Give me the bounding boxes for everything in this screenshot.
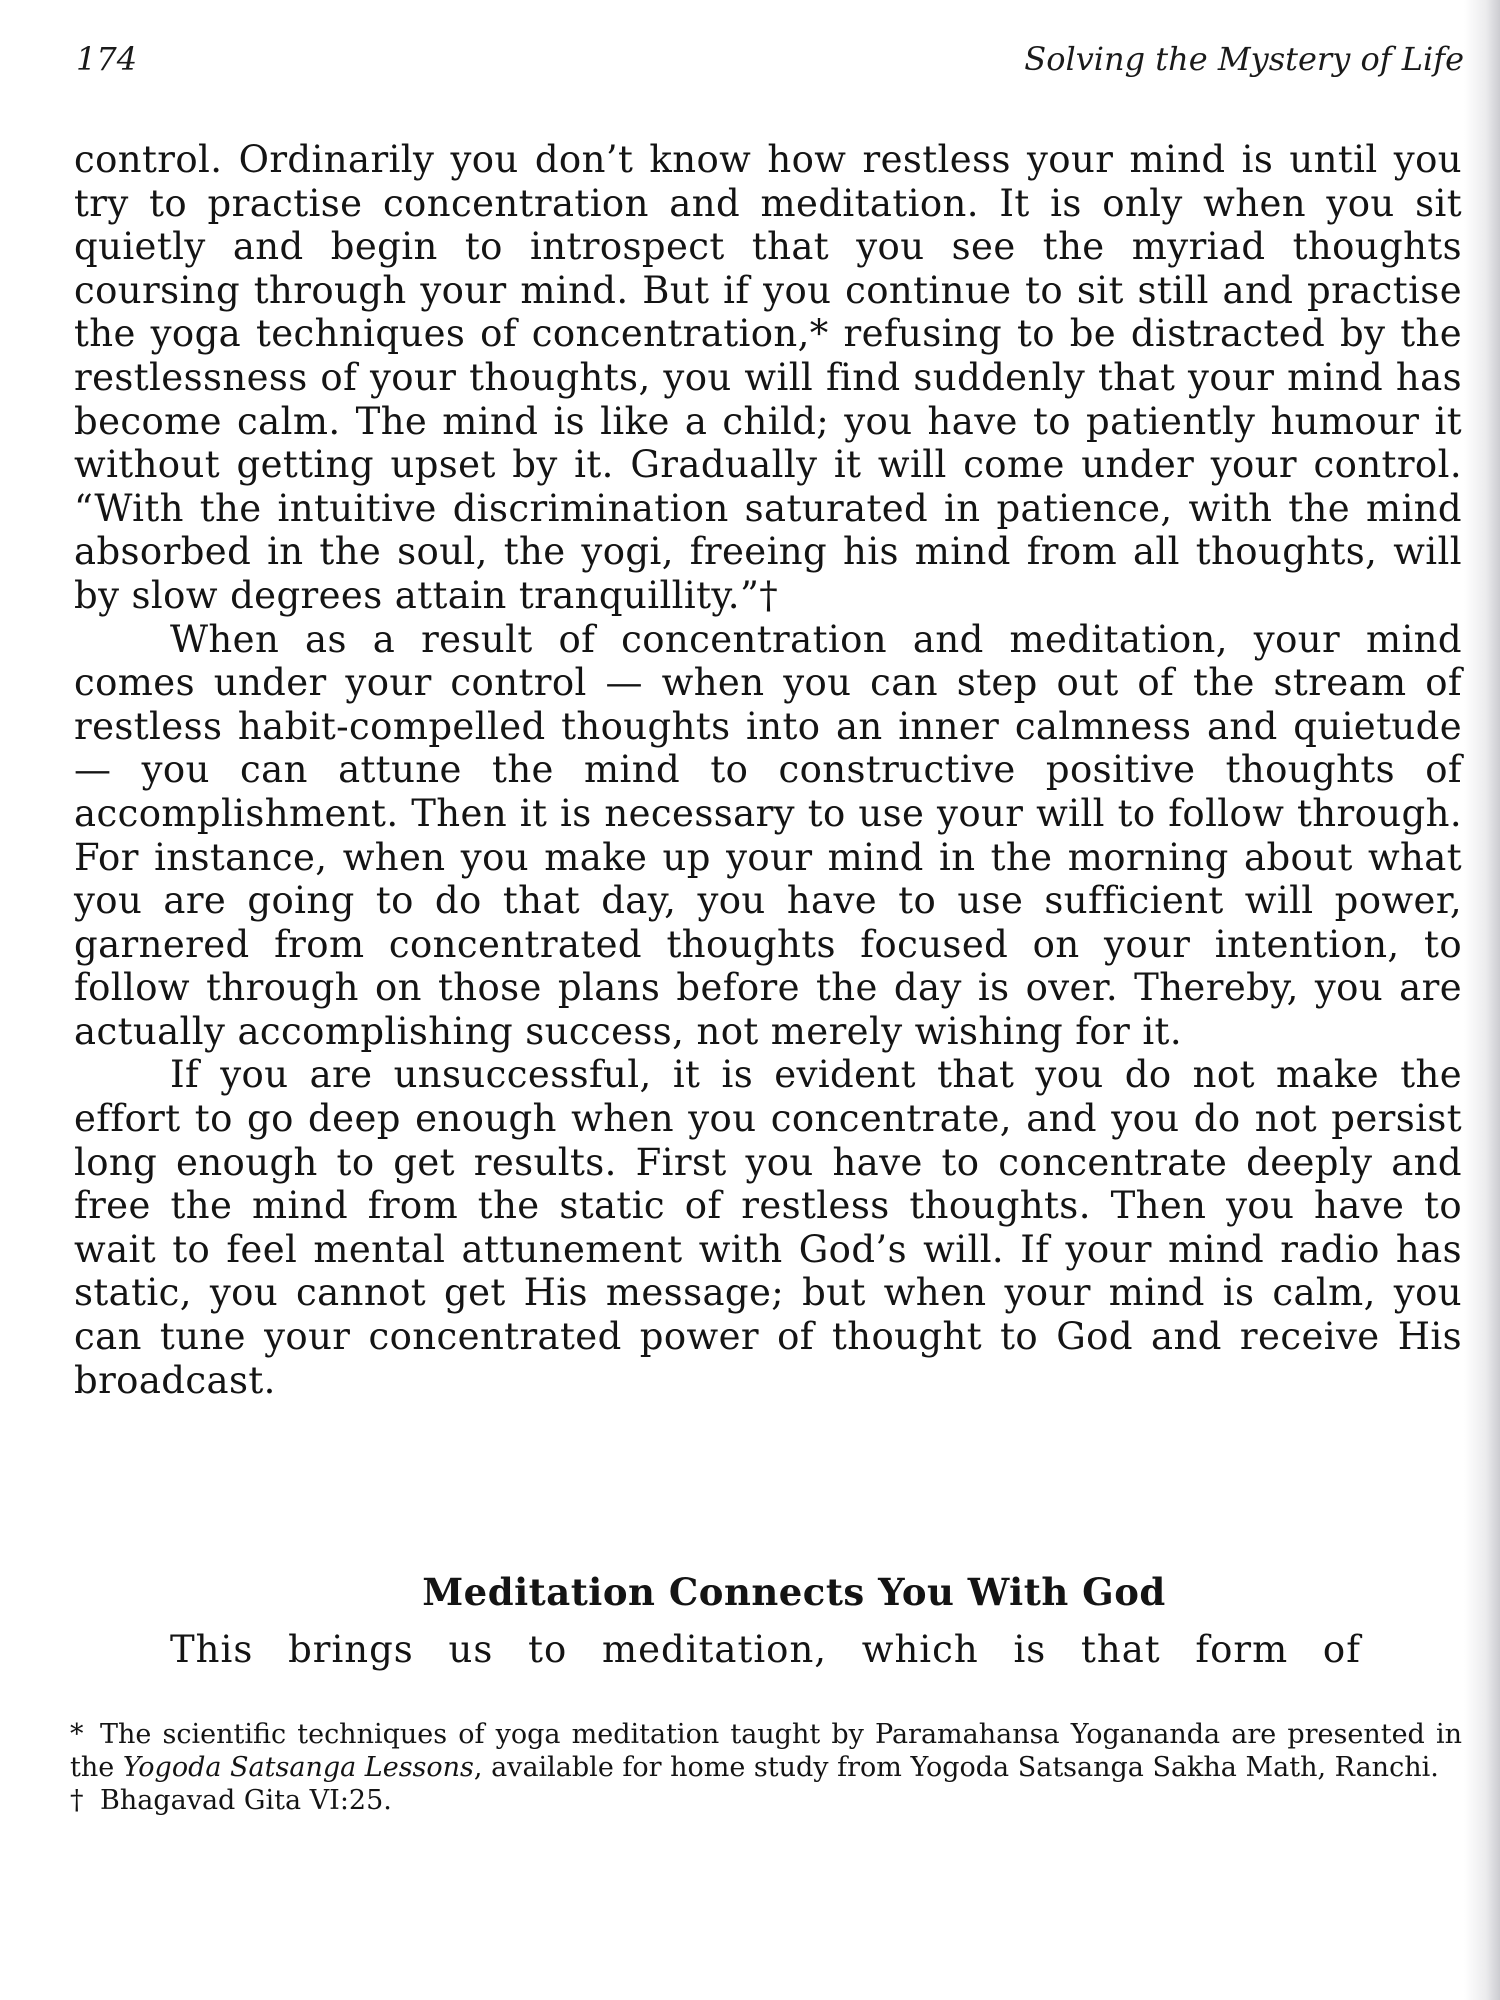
body-text bbox=[74, 138, 1462, 1402]
running-title: Solving the Mystery of Life bbox=[1024, 40, 1464, 78]
footnote bbox=[70, 1718, 1462, 1784]
paragraph-continued: control. Ordinarily you don’t know how restless your mind is until you try to practise concentration and meditation. It is only when you sit quietly and begin to introspect that you see the myriad thoughts coursing through your mind. But if you continue to sit still and practise the yoga techniques of concentration,* refusing to be distracted by the restlessness of your thoughts, you will find suddenly that your mind has become calm. The mind is like a child; you have to patiently humour it without getting upset by it. Gradually it will come under your control. “With the intuitive discrimination saturated in patience, with the mind absorbed in the soul, the yogi, freeing his mind from all thoughts, will by slow degrees attain tranquillity.”† bbox=[74, 138, 1462, 617]
footnote-marker: † bbox=[70, 1785, 84, 1816]
footnote-text: , available for home study from Yogoda Satsanga Sakha Math, Ranchi. bbox=[473, 1752, 1439, 1783]
footnotes bbox=[70, 1718, 1462, 1817]
paragraph: If you are unsuccessful, it is evident that you do not make the effort to go deep enough when you concentrate, and you do not persist long enough to get results. First you have to concentrate deeply and free the mind from the static of restless thoughts. Then you have to wait to feel mental attunement with God’s will. If your mind radio has static, you cannot get His message; but when your mind is calm, you can tune your concentrated power of thought to God and receive His broadcast. bbox=[74, 1053, 1462, 1402]
footnote-text: Bhagavad Gita VI:25. bbox=[100, 1785, 392, 1816]
footnote-marker: * bbox=[70, 1719, 84, 1750]
running-head bbox=[76, 40, 1464, 84]
section-heading: Meditation Connects You With God bbox=[422, 1570, 1166, 1614]
footnote-book-title: Yogoda Satsanga Lessons bbox=[122, 1752, 474, 1783]
footnote-text: The scientific techniques of yoga meditation taught by Paramahansa Yogananda are presented in the bbox=[70, 1719, 1462, 1783]
paragraph: When as a result of concentration and meditation, your mind comes under your control — when you can step out of the stream of restless habit-compelled thoughts into an inner calmness and quietude — you can attune the mind to constructive positive thoughts of accomplishment. Then it is necessary to use your will to follow through. For instance, when you make up your mind in the morning about what you are going to do that day, you have to use sufficient will power, garnered from concentrated thoughts focused on your intention, to follow through on those plans before the day is over. Thereby, you are actually accomplishing success, not merely wishing for it. bbox=[74, 617, 1462, 1053]
footnote bbox=[70, 1784, 1462, 1817]
page-number: 174 bbox=[76, 40, 138, 78]
page-edge-shadow bbox=[1464, 0, 1500, 2000]
section-first-line: This brings us to meditation, which is that form of bbox=[170, 1628, 1361, 1671]
